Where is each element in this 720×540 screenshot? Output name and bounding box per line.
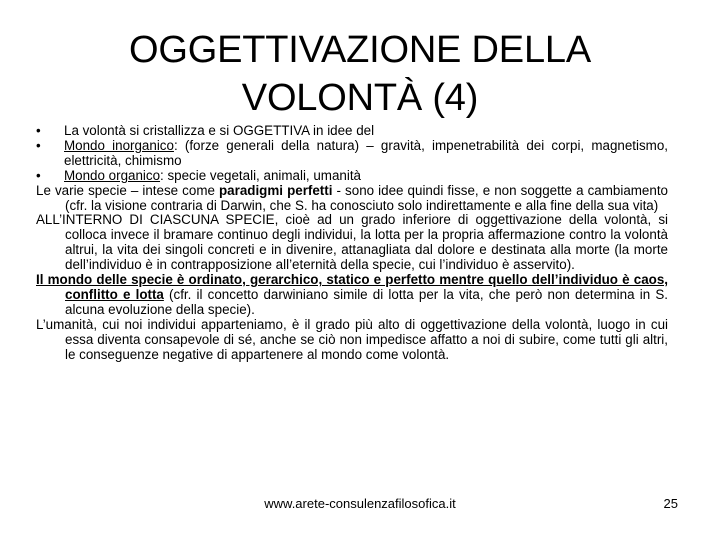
slide-title [60,26,660,122]
bullet-item-3 [36,169,668,184]
p1-pre: Le varie specie – intese come [36,182,219,198]
p3-post: (cfr. il concetto darwiniano simile di lotta per la vita, che però non determina in S. alcuna evoluzione della specie). [65,286,668,317]
paragraph-humanity [36,318,668,363]
bullet-3-text: : specie vegetali, animali, umanità [160,167,361,183]
p4-text: L’umanità, cui noi individui apparteniamo, è il grado più alto di oggettivazione della volontà, luogo in cui essa diventa consapevole di sé, anche se ciò non impedisce affatto a noi di subire, come tutti gli altri, le conseguenze negative di appartenere al mondo come volontà. [36,316,668,362]
p1-bold: paradigmi perfetti [219,182,333,198]
bullet-icon: • [36,167,41,183]
bullet-1-text: La volontà si cristallizza e si OGGETTIVA in idee del [64,123,375,138]
paragraph-individual [36,213,668,273]
paragraph-order-chaos [36,273,668,318]
bullet-item-1 [36,124,668,139]
bullet-3-label: Mondo organico [64,167,161,183]
paragraph-species [36,184,668,214]
p2-text: ALL’INTERNO DI CIASCUNA SPECIE, cioè ad un grado inferiore di oggettivazione della volontà, si colloca invece il bramare continuo degli individui, la lotta per la propria affermazione contro la volontà altrui, la vita dei singoli concreti e in divenire, attanagliata dal dolore e destinata alla morte (la morte dell’individuo è in contrapposizione all’eternità della specie, cui l’individuo è asservito). [36,212,668,273]
bullet-item-2 [36,139,668,169]
title-line-2: VOLONTÀ (4) [241,77,479,119]
p3-emphasis: Il mondo delle specie è ordinato, gerarchico, statico e perfetto mentre quello dell’individuo è caos, conflitto e lotta [36,272,668,302]
bullet-icon: • [36,123,41,138]
page-number: 25 [663,496,678,511]
slide-body [36,124,668,363]
bullet-2-text: : (forze generali della natura) – gravità, impenetrabilità dei corpi, magnetismo, elettricità, chimismo [64,137,668,168]
title-line-1: OGGETTIVAZIONE DELLA [129,29,591,71]
bullet-icon: • [36,137,41,153]
bullet-2-label: Mondo inorganico [64,137,174,153]
p1-post: - sono idee quindi fisse, e non soggette a cambiamento (cfr. la visione contraria di Darwin, che S. ha conosciuto solo indirettamente e alla fine della sua vita) [65,182,668,213]
footer-url: www.arete-consulenzafilosofica.it [264,496,456,511]
